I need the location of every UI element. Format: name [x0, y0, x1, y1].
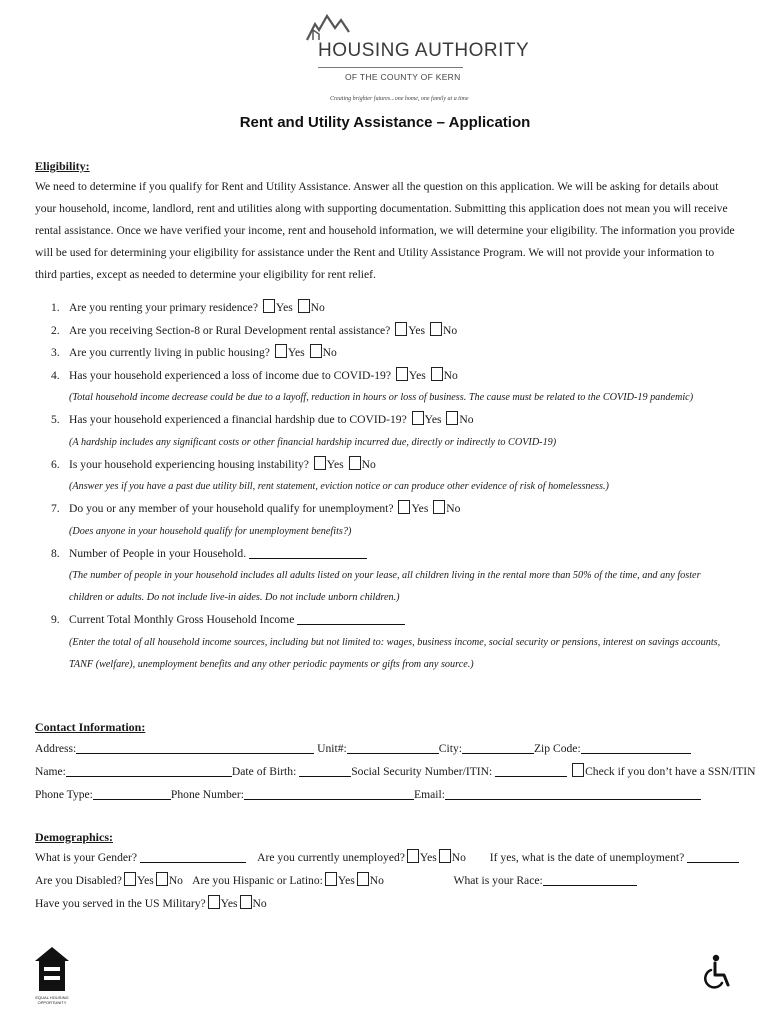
no-label: No — [168, 874, 183, 887]
yes-checkbox[interactable] — [412, 411, 424, 425]
address-label: Address: — [35, 742, 77, 755]
no-ssn-checkbox[interactable] — [572, 763, 584, 777]
question-7 — [35, 498, 735, 543]
military-label: Have you served in the US Military? — [35, 897, 206, 910]
no-checkbox[interactable] — [446, 411, 458, 425]
no-label: No — [361, 457, 376, 471]
question-number: 2. — [51, 323, 60, 337]
page-title: Rent and Utility Assistance – Application — [239, 114, 531, 131]
unemployment-date-label: If yes, what is the date of unemployment? — [489, 851, 685, 864]
question-text: Has your household experienced a financial hardship due to COVID-19? — [69, 413, 407, 426]
name-field[interactable] — [66, 764, 232, 777]
unemployed-yes-checkbox[interactable] — [407, 849, 419, 863]
unemployed-label: Are you currently unemployed? — [257, 851, 405, 864]
yes-label: Yes — [424, 413, 442, 426]
question-number: 4. — [51, 368, 60, 382]
contact-heading: Contact Information: — [35, 720, 146, 734]
unit-field[interactable] — [347, 741, 439, 754]
disabled-no-checkbox[interactable] — [156, 872, 168, 886]
ssn-label: Social Security Number/ITIN: — [351, 765, 493, 778]
race-field[interactable] — [543, 873, 637, 886]
disabled-row — [35, 870, 637, 892]
zip-label: Zip Code: — [533, 742, 581, 755]
hispanic-no-checkbox[interactable] — [357, 872, 369, 886]
no-label: No — [446, 502, 461, 515]
question-9 — [35, 609, 735, 676]
no-label: No — [322, 346, 337, 359]
question-number: 7. — [51, 502, 60, 515]
no-checkbox[interactable] — [433, 500, 445, 514]
city-field[interactable] — [462, 741, 534, 754]
yes-checkbox[interactable] — [395, 322, 407, 336]
housing-authority-logo — [300, 12, 530, 112]
question-6 — [35, 454, 735, 499]
mountains-house-logo-icon — [305, 12, 365, 42]
question-number: 5. — [51, 413, 60, 426]
phone-row — [35, 784, 701, 806]
yes-checkbox[interactable] — [396, 367, 408, 381]
no-checkbox[interactable] — [430, 322, 442, 336]
ssn-field[interactable] — [495, 764, 567, 777]
eho-text: EQUAL HOUSING OPPORTUNITY — [35, 995, 69, 1005]
question-number: 6. — [51, 457, 60, 471]
question-note: (Total household income decrease could be due to a layoff, reduction in hours or loss of business. The cause must be related to the COVID-19 pandemic) — [69, 392, 694, 403]
no-checkbox[interactable] — [310, 344, 322, 358]
yes-label: Yes — [287, 346, 305, 359]
question-text: Current Total Monthly Gross Household Income — [69, 613, 295, 626]
gender-row — [35, 847, 739, 869]
yes-checkbox[interactable] — [275, 344, 287, 358]
org-tagline: Creating brighter futures...one home, one family at a time — [330, 96, 469, 102]
logo-divider — [318, 67, 463, 68]
question-note: (Does anyone in your household qualify for unemployment benefits?) — [69, 525, 352, 537]
address-row — [35, 738, 691, 760]
phone-number-field[interactable] — [244, 787, 414, 800]
dob-field[interactable] — [299, 764, 351, 777]
question-number: 9. — [51, 613, 60, 626]
phone-type-field[interactable] — [93, 787, 171, 800]
question-1 — [35, 297, 735, 320]
phone-number-label: Phone Number: — [170, 788, 245, 801]
no-label: No — [310, 301, 325, 314]
no-label: No — [369, 874, 384, 887]
hispanic-label: Are you Hispanic or Latino: — [192, 874, 323, 887]
yes-label: Yes — [419, 851, 437, 864]
no-checkbox[interactable] — [349, 456, 361, 470]
no-checkbox[interactable] — [298, 299, 310, 313]
question-text: Are you renting your primary residence? — [69, 301, 258, 314]
monthly-income-field[interactable] — [297, 612, 405, 625]
race-label: What is your Race: — [453, 874, 543, 887]
email-label: Email: — [414, 788, 445, 801]
yes-label: Yes — [136, 874, 154, 887]
org-subtitle: OF THE COUNTY OF KERN — [345, 72, 461, 82]
yes-checkbox[interactable] — [398, 500, 410, 514]
disabled-label: Are you Disabled? — [35, 874, 122, 887]
eligibility-intro: We need to determine if you qualify for Rent and Utility Assistance. Answer all the question on this application. We will be asking for details about your household, income, landlord, rent and utilities along with supporting documentation. Submitting this application does not mean you will receive rental assistance. Once we have verified your income, rent and household information, we will determine your eligibility. The information you provide will be used for determining your eligibility for assistance under the Rent and Utility Assistance Program. We will not provide your information to third parties, except as needed to determine your eligibility for rent relief. — [35, 180, 735, 281]
yes-checkbox[interactable] — [314, 456, 326, 470]
question-text: Are you currently living in public housing? — [69, 346, 270, 359]
equal-housing-opportunity-icon — [33, 945, 71, 995]
yes-label: Yes — [220, 897, 238, 910]
no-label: No — [252, 897, 267, 910]
yes-checkbox[interactable] — [263, 299, 275, 313]
zip-field[interactable] — [581, 741, 691, 754]
city-label: City: — [438, 742, 462, 755]
question-note: (The number of people in your household includes all adults listed on your lease, all children living in the rental more than 50% of the time, and any foster children or adults. Do not include live-in aides. Do not include unborn children.) — [69, 570, 701, 603]
unemployment-date-field[interactable] — [687, 850, 739, 863]
question-8 — [35, 543, 735, 610]
question-note: (Answer yes if you have a past due utility bill, rent statement, eviction notice or can produce other evidence of risk of homelessness.) — [69, 481, 609, 492]
no-label: No — [451, 851, 466, 864]
question-text: Number of People in your Household. — [69, 546, 247, 560]
gender-field[interactable] — [140, 850, 246, 863]
question-5 — [35, 409, 735, 454]
question-number: 8. — [51, 546, 60, 560]
equal-housing-opportunity-logo — [33, 945, 71, 1011]
yes-label: Yes — [337, 874, 355, 887]
yes-label: Yes — [275, 301, 293, 314]
yes-label: Yes — [408, 368, 426, 382]
gender-label: What is your Gender? — [35, 851, 138, 864]
address-field[interactable] — [76, 741, 314, 754]
question-3 — [35, 342, 735, 365]
question-number: 1. — [51, 301, 60, 314]
question-text: Are you receiving Section-8 or Rural Development rental assistance? — [69, 323, 391, 337]
dob-label: Date of Birth: — [231, 765, 297, 778]
household-size-field[interactable] — [249, 546, 367, 559]
question-text: Do you or any member of your household qualify for unemployment? — [69, 502, 394, 515]
military-yes-checkbox[interactable] — [208, 895, 220, 909]
no-checkbox[interactable] — [431, 367, 443, 381]
org-name: HOUSING AUTHORITY — [318, 40, 530, 61]
yes-label: Yes — [326, 457, 344, 471]
question-2 — [35, 320, 735, 343]
disabled-yes-checkbox[interactable] — [124, 872, 136, 886]
military-row — [35, 893, 267, 915]
question-text: Has your household experienced a loss of income due to COVID-19? — [69, 368, 391, 382]
phone-type-label: Phone Type: — [35, 788, 93, 801]
question-note: (A hardship includes any significant costs or other financial hardship incurred due, directly or indirectly to COVID-19) — [69, 436, 557, 448]
question-number: 3. — [51, 346, 60, 359]
no-label: No — [443, 368, 458, 382]
no-label: No — [442, 323, 458, 337]
hispanic-yes-checkbox[interactable] — [325, 872, 337, 886]
accessible-logo — [702, 953, 734, 993]
eligibility-heading: Eligibility: — [35, 159, 90, 173]
no-ssn-label: Check if you don’t have a SSN/ITIN — [585, 765, 756, 778]
yes-label: Yes — [411, 502, 429, 515]
name-row — [35, 761, 756, 783]
eligibility-questions — [35, 297, 735, 676]
unit-label: Unit#: — [317, 742, 347, 755]
military-no-checkbox[interactable] — [240, 895, 252, 909]
question-4 — [35, 365, 735, 410]
question-text: Is your household experiencing housing instability? — [69, 457, 309, 471]
unemployed-no-checkbox[interactable] — [439, 849, 451, 863]
demographics-heading: Demographics: — [35, 830, 113, 844]
wheelchair-accessible-icon — [702, 953, 734, 993]
no-label: No — [459, 413, 474, 426]
question-note: (Enter the total of all household income sources, including but not limited to: wages, business income, social security or pensions, interest on savings accounts, TANF (welfare), unemployment benefits and any other periodic payments or gifts from any source.) — [69, 636, 721, 670]
email-field[interactable] — [445, 787, 701, 800]
yes-label: Yes — [408, 323, 426, 337]
name-label: Name: — [35, 765, 66, 778]
